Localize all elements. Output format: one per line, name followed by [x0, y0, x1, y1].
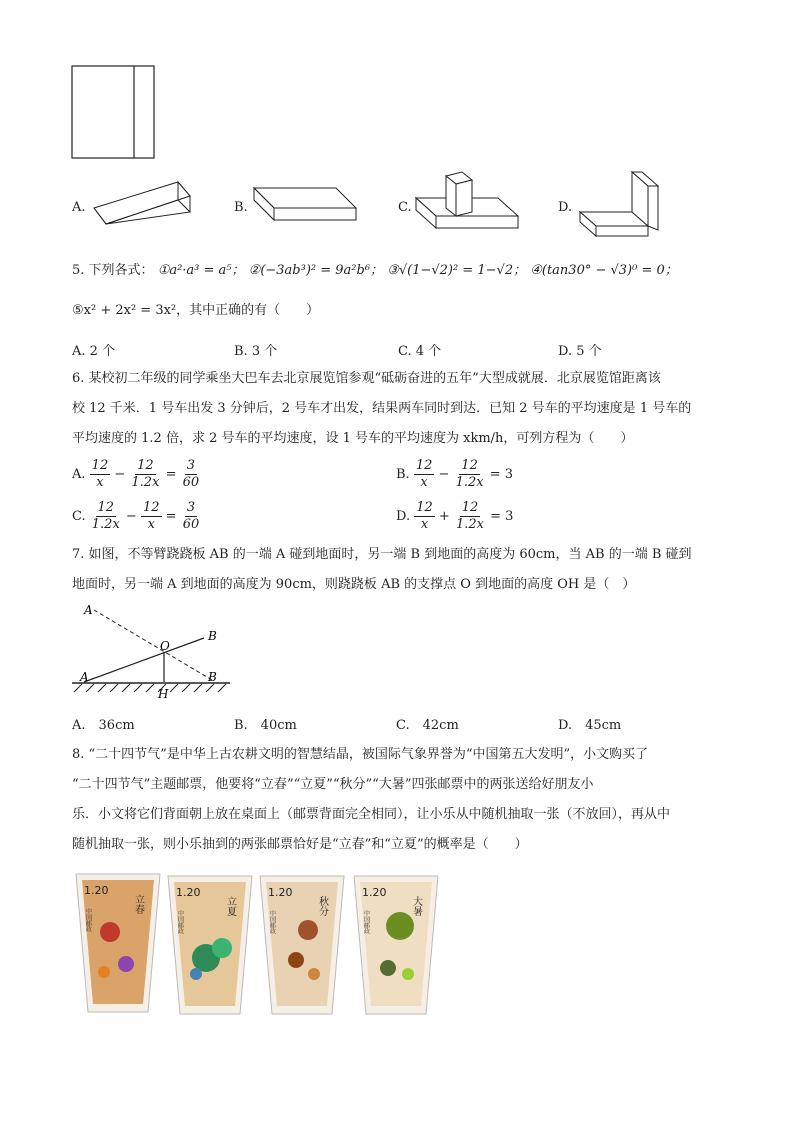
label-h: H [158, 687, 169, 701]
q5-prefix: 5. 下列各式： [72, 263, 154, 278]
operator: − [438, 467, 450, 482]
slab-with-block-figure [412, 168, 522, 232]
option-d-label: D. [558, 200, 573, 215]
q8-line-2: “二十四节气”主题邮票，他要将“立春”“立夏”“秋分”“大暑”四张邮票中的两张送给好朋友小 [72, 777, 594, 792]
operator: + [438, 509, 450, 524]
q6-option-c [72, 500, 201, 533]
stamp-title: 立春 [132, 894, 144, 914]
q7-option-d: D. 45cm [558, 718, 622, 733]
fraction: $\frac{12}{1.2x}$ [131, 458, 160, 490]
fraction: $\frac{12}{x}$ [415, 458, 433, 490]
stamp-dashu [352, 874, 440, 1016]
option-c-label: C. [398, 200, 412, 215]
view-figure [70, 64, 160, 162]
stamp-country: 中国邮政 [176, 910, 184, 934]
l-shaped-solid-figure [576, 168, 666, 238]
label-b-bottom: B [208, 670, 217, 684]
stamp-lichun [74, 872, 162, 1014]
label-a-bottom: A [80, 670, 89, 684]
option-a-label: A. [72, 200, 86, 215]
stamp-value: 1.20 [84, 884, 109, 897]
stamp-country: 中国邮政 [84, 908, 92, 932]
label-o: O [160, 639, 170, 653]
stamp-value: 1.20 [268, 886, 293, 899]
option-b-label: B. [234, 200, 248, 215]
q5-item-1: ①a²·a³ = a⁵； [157, 263, 245, 278]
stamp-title: 大暑 [410, 896, 422, 916]
q8-line-4: 随机抽取一张，则小乐抽到的两张邮票恰好是“立春”和“立夏”的概率是（ ） [72, 837, 528, 852]
fraction: $\frac{12}{x}$ [91, 458, 109, 490]
q6-option-d [396, 500, 513, 533]
q7-line-1: 7. 如图，不等臂跷跷板 AB 的一端 A 碰到地面时，另一端 B 到地面的高度为 60cm，当 AB 的一端 B 碰到 [72, 547, 692, 562]
seesaw-figure [70, 602, 240, 702]
q7-option-a: A. 36cm [72, 718, 135, 733]
fraction: $\frac{12}{1.2x}$ [91, 500, 120, 532]
q6-line-3: 平均速度的 1.2 倍，求 2 号车的平均速度，设 1 号车的平均速度为 xkm/h，可列方程为（ ） [72, 431, 634, 446]
label-b-top: B [208, 629, 217, 643]
q7-option-c: C. 42cm [396, 718, 459, 733]
rhs: = 3 [490, 509, 514, 524]
q6-option-b-label: B. [396, 467, 410, 482]
operator: − [114, 467, 126, 482]
stamp-country: 中国邮政 [268, 910, 276, 934]
fraction: $\frac{12}{1.2x}$ [455, 500, 484, 532]
q5-line-1 [72, 262, 678, 280]
equals: = [165, 467, 177, 482]
fraction: $\frac{12}{x}$ [142, 500, 160, 532]
label-a-top: A [84, 603, 93, 617]
operator: − [125, 509, 137, 524]
fraction: $\frac{12}{x}$ [416, 500, 433, 532]
q6-line-2: 校 12 千米．1 号车出发 3 分钟后，2 号车才出发，结果两车同时到达．已知 2 号车的平均速度是 1 号车的 [72, 401, 692, 416]
stamp-country: 中国邮政 [362, 910, 370, 934]
q8-line-3: 乐．小文将它们背面朝上放在桌面上（邮票背面完全相同），让小乐从中随机抽取一张（不放回），再从中 [72, 807, 671, 822]
fraction: $\frac{3}{60}$ [182, 500, 200, 532]
stamp-value: 1.20 [362, 886, 387, 899]
q5-item-3: ③√(1−√2)² = 1−√2； [387, 263, 527, 278]
q6-option-b [396, 458, 513, 491]
q5-option-a: A. 2 个 [72, 344, 116, 359]
q8-line-1: 8. “二十四节气”是中华上古农耕文明的智慧结晶，被国际气象界誉为“中国第五大发明”，小文购买了 [72, 747, 649, 762]
stamp-title: 秋分 [316, 896, 328, 916]
q5-option-d: D. 5 个 [558, 344, 602, 359]
rhs: = 3 [489, 467, 514, 482]
q5-item-2: ②(−3ab³)² = 9a²b⁶； [248, 263, 384, 278]
fraction: $\frac{12}{1.2x}$ [455, 458, 484, 490]
q6-option-d-label: D. [396, 509, 411, 524]
q7-line-2: 地面时，另一端 A 到地面的高度为 90cm，则跷跷板 AB 的支撑点 O 到地面的高度 OH 是（ ） [72, 577, 636, 592]
q6-line-1: 6. 某校初二年级的同学乘坐大巴车去北京展览馆参观“砥砺奋进的五年”大型成就展．北京展览馆距离该 [72, 371, 661, 386]
q6-option-a [72, 458, 201, 491]
stamp-title: 立夏 [224, 896, 236, 916]
stamp-qiufen [258, 874, 346, 1016]
fraction: $\frac{3}{60}$ [182, 458, 200, 490]
q7-option-b: B. 40cm [234, 718, 297, 733]
wedge-solid-figure [88, 178, 196, 230]
q5-line-2: ⑤x² + 2x² = 3x²，其中正确的有（ ） [72, 303, 320, 318]
q5-item-4: ④(tan30° − √3)⁰ = 0； [530, 263, 678, 278]
q6-option-a-label: A. [72, 467, 86, 482]
stamp-lixia [166, 874, 254, 1016]
q6-option-c-label: C. [72, 509, 86, 524]
q5-option-b: B. 3 个 [234, 344, 278, 359]
stamp-value: 1.20 [176, 886, 201, 899]
equals: = [165, 509, 177, 524]
q5-option-c: C. 4 个 [398, 344, 442, 359]
slab-solid-figure [250, 182, 360, 226]
